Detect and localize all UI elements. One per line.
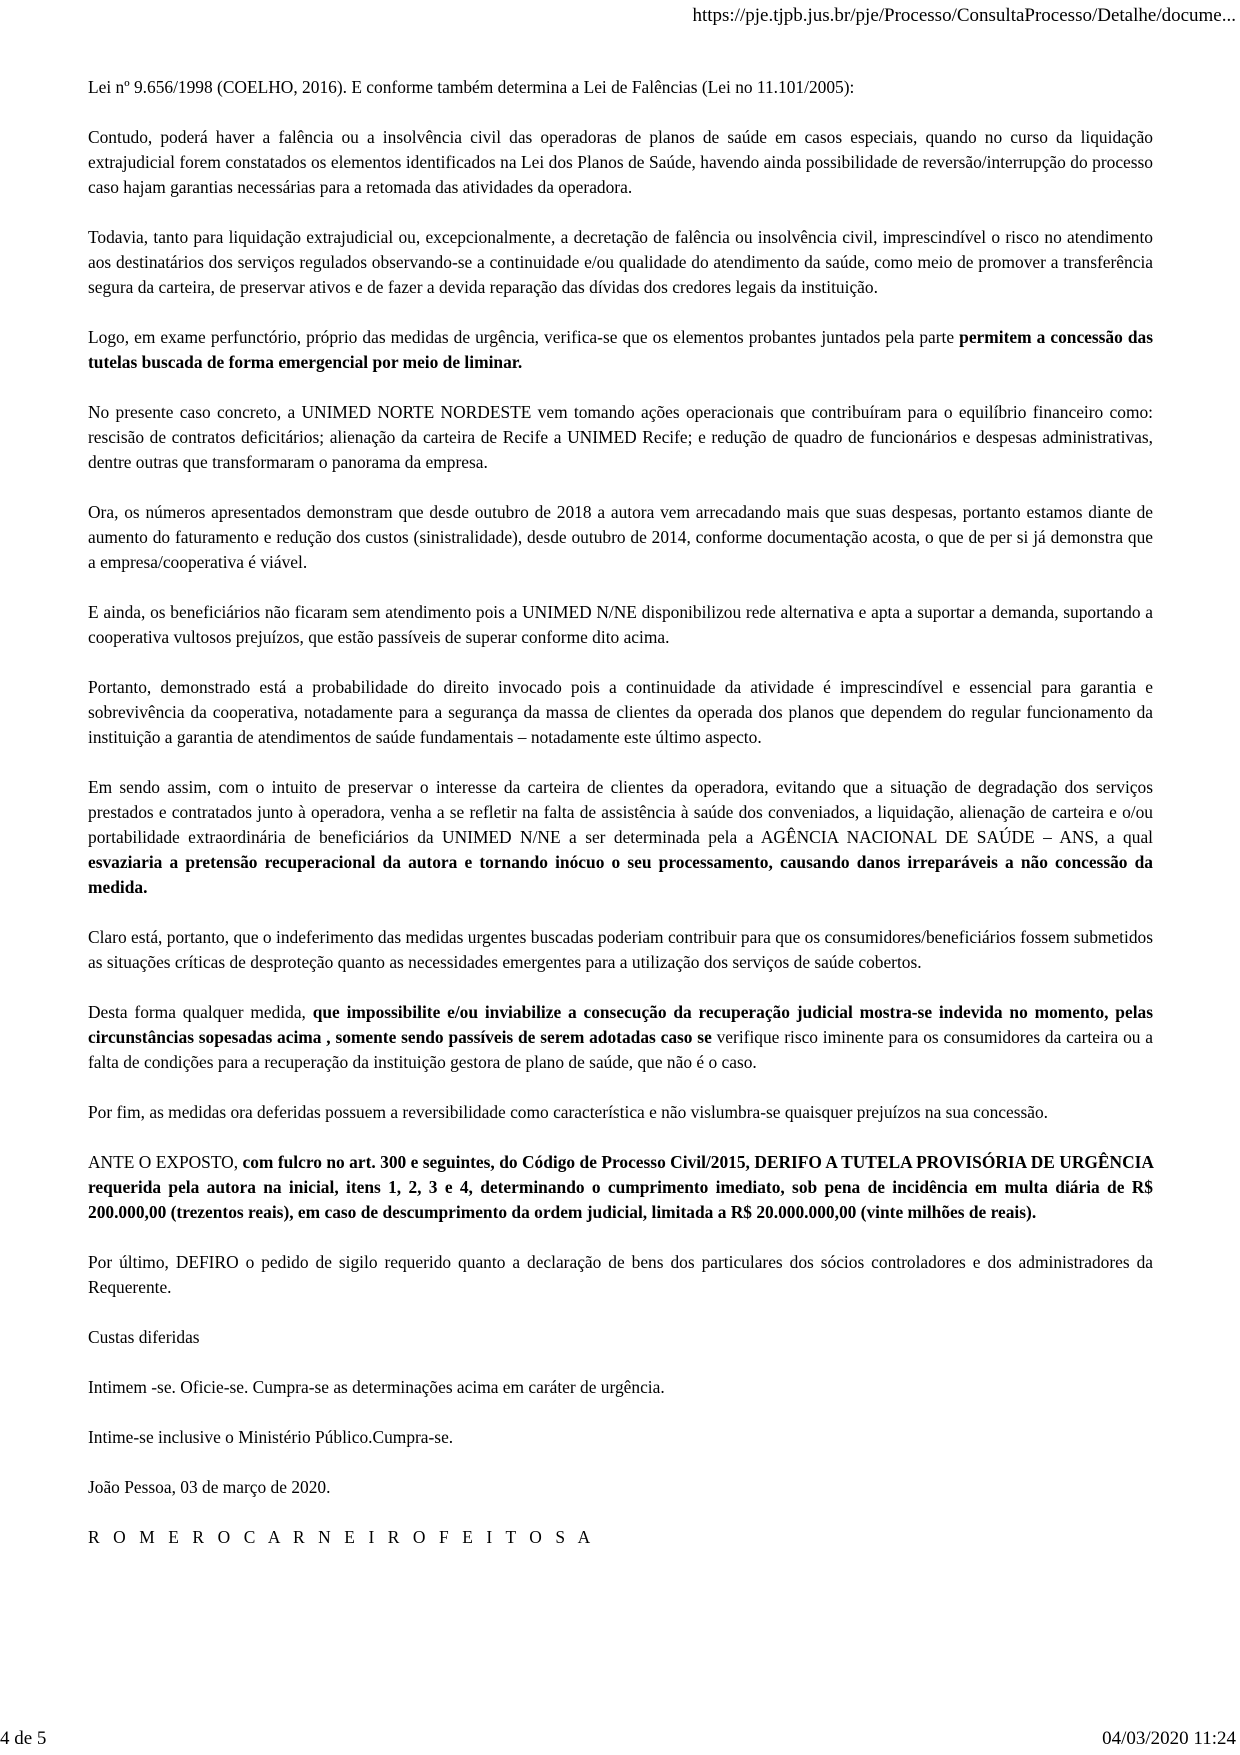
document-body: [88, 75, 1153, 1575]
page-url: https://pje.tjpb.jus.br/pje/Processo/ConsultaProcesso/Detalhe/docume...: [692, 5, 1236, 26]
print-timestamp: 04/03/2020 11:24: [1102, 1728, 1236, 1749]
emphasis-text: com fulcro no art. 300 e seguintes, do Código de Processo Civil/2015, DERIFO A TUTELA PROVISÓRIA DE URGÊNCIA: [242, 1152, 1154, 1172]
paragraph: Ora, os números apresentados demonstram que desde outubro de 2018 a autora vem arrecadando mais que suas despesas, portanto estamos diante de aumento do faturamento e redução dos custos (sinistralidade), desde outubro de 2014, conforme documentação acosta, o que de per si já demonstra que a empresa/cooperativa é viável.: [88, 502, 1153, 572]
emphasis-text: esvaziaria a pretensão recuperacional da autora e tornando inócuo o seu processamento, causando danos irreparáveis a não concessão da medida.: [88, 852, 1153, 897]
paragraph: Por último, DEFIRO o pedido de sigilo requerido quanto a declaração de bens dos particulares dos sócios controladores e dos administradores da Requerente.: [88, 1252, 1153, 1297]
paragraph: Logo, em exame perfunctório, próprio das medidas de urgência, verifica-se que os elementos probantes juntados pela parte permitem a concessão das tutelas buscada de forma emergencial por meio de liminar.: [88, 327, 1154, 372]
paragraph: Desta forma qualquer medida, que impossibilite e/ou inviabilize a consecução da recuperação judicial mostra-se indevida no momento, pelas circunstâncias sopesadas acima , somente sendo passíveis de serem adotadas caso se verifique risco iminente para os consumidores da carteira ou a falta de condições para a recuperação da instituição gestora de plano de saúde, que não é o caso.: [88, 1002, 1153, 1072]
paragraph: No presente caso concreto, a UNIMED NORTE NORDESTE vem tomando ações operacionais que contribuíram para o equilíbrio financeiro como: rescisão de contratos deficitários; alienação da carteira de Recife a UNIMED Recife; e redução de quadro de funcionários e despesas administrativas, dentre outras que transformaram o panorama da empresa.: [88, 402, 1153, 472]
paragraph: Todavia, tanto para liquidação extrajudicial ou, excepcionalmente, a decretação de falência ou insolvência civil, imprescindível o risco no atendimento aos destinatários dos serviços regulados observando-se a continuidade e/ou qualidade do atendimento da saúde, como meio de promover a transferência segura da carteira, de preservar ativos e de fazer a devida reparação das dívidas dos credores legais da instituição.: [88, 227, 1153, 297]
emphasis-text: requerida pela autora na inicial, itens 1, 2, 3 e 4, determinando o cumprimento imediato, sob pena de incidência em multa diária de R$ 200.000,00 (trezentos reais), em caso de descumprimento da ordem judicial, limitada a R$ 20.000.000,00 (vinte milhões de reais).: [88, 1177, 1153, 1222]
paragraph: Por fim, as medidas ora deferidas possuem a reversibilidade como característica e não vislumbra-se quaisquer prejuízos na sua concessão.: [88, 1102, 1049, 1122]
date-line: João Pessoa, 03 de março de 2020.: [88, 1477, 331, 1497]
paragraph: Intimem -se. Oficie-se. Cumpra-se as determinações acima em caráter de urgência.: [88, 1377, 665, 1397]
emphasis-text: permitem a concessão das tutelas buscada de forma emergencial por meio de liminar.: [88, 327, 1154, 372]
paragraph: E ainda, os beneficiários não ficaram sem atendimento pois a UNIMED N/NE disponibilizou rede alternativa e apta a suportar a demanda, suportando a cooperativa vultosos prejuízos, que estão passíveis de superar conforme dito acima.: [88, 602, 1153, 647]
signature: R O M E R O C A R N E I R O F E I T O S A: [88, 1527, 595, 1547]
paragraph: ANTE O EXPOSTO, com fulcro no art. 300 e seguintes, do Código de Processo Civil/2015, DERIFO A TUTELA PROVISÓRIA DE URGÊNCIA requerida pela autora na inicial, itens 1, 2, 3 e 4, determinando o cumprimento imediato, sob pena de incidência em multa diária de R$ 200.000,00 (trezentos reais), em caso de descumprimento da ordem judicial, limitada a R$ 20.000.000,00 (vinte milhões de reais).: [88, 1152, 1154, 1222]
paragraph: Portanto, demonstrado está a probabilidade do direito invocado pois a continuidade da atividade é imprescindível e essencial para garantia e sobrevivência da cooperativa, notadamente para a segurança da massa de clientes da operada dos planos que dependem do regular funcionamento da instituição a garantia de atendimentos de saúde fundamentais – notadamente este último aspecto.: [88, 677, 1153, 747]
paragraph: Intime-se inclusive o Ministério Público.Cumpra-se.: [88, 1427, 454, 1447]
paragraph: Lei nº 9.656/1998 (COELHO, 2016). E conforme também determina a Lei de Falências (Lei no 11.101/2005):: [88, 77, 855, 97]
paragraph: Em sendo assim, com o intuito de preservar o interesse da carteira de clientes da operadora, evitando que a situação de degradação dos serviços prestados e contratados junto à operadora, venha a se refletir na falta de assistência à saúde dos conveniados, a liquidação, alienação de carteira e o/ou portabilidade extraordinária de beneficiários da UNIMED N/NE a ser determinada pela a AGÊNCIA NACIONAL DE SAÚDE – ANS, a qual esvaziaria a pretensão recuperacional da autora e tornando inócuo o seu processamento, causando danos irreparáveis a não concessão da medida.: [88, 777, 1153, 897]
page-number: 4 de 5: [0, 1728, 47, 1749]
paragraph: Contudo, poderá haver a falência ou a insolvência civil das operadoras de planos de saúde em casos especiais, quando no curso da liquidação extrajudicial forem constatados os elementos identificados na Lei dos Planos de Saúde, havendo ainda possibilidade de reversão/interrupção do processo caso hajam garantias necessárias para a retomada das atividades da operadora.: [88, 127, 1153, 197]
paragraph: Claro está, portanto, que o indeferimento das medidas urgentes buscadas poderiam contribuir para que os consumidores/beneficiários fossem submetidos as situações críticas de desproteção quanto as necessidades emergentes para a utilização dos serviços de saúde cobertos.: [88, 927, 1153, 972]
emphasis-text: que impossibilite e/ou inviabilize a consecução da recuperação judicial mostra-se indevida no momento, pelas circunstâncias sopesadas acima , somente sendo passíveis de serem adotadas caso se: [88, 1002, 1153, 1047]
paragraph: Custas diferidas: [88, 1327, 200, 1347]
